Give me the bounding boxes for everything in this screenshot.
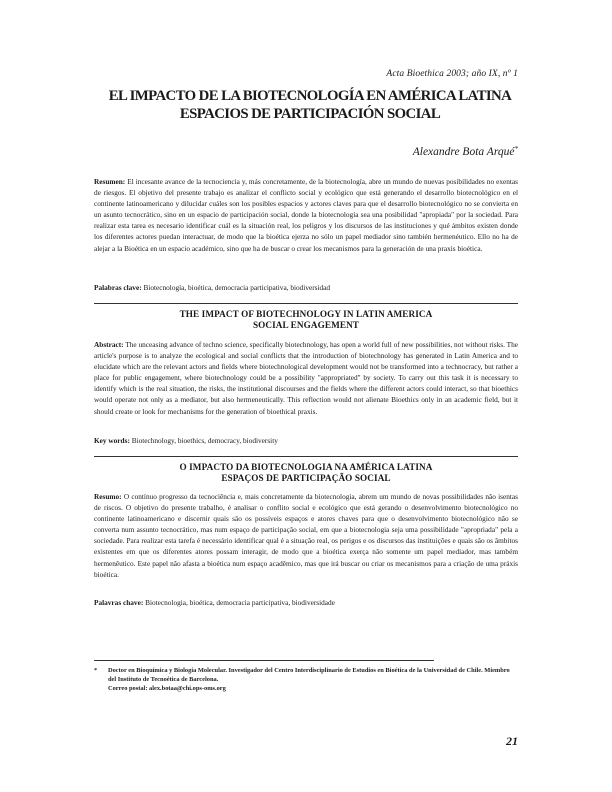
keywords-pt-label: Palavras chave:	[94, 598, 144, 607]
footnote	[94, 667, 518, 694]
keywords-en-text: Biotechnology, bioethics, democracy, biodiversity	[129, 436, 278, 445]
footnote-email[interactable]: Correo postal: alex.botaa@chi.ops-oms.org	[108, 684, 226, 692]
article-title-es	[90, 87, 530, 123]
section-divider-pt	[94, 456, 518, 457]
footnote-rule	[94, 660, 434, 661]
keywords-es	[94, 283, 518, 293]
footnote-affiliation: Doctor en Bioquímica y Biología Molecular. Investigador del Centro Interdisciplinario de Estudios en Bioética de la Universidad de Chile. Miembro del Instituto de Tecnoética de Barcelona.	[108, 667, 510, 683]
keywords-en-label: Key words:	[94, 436, 130, 445]
abstract-pt	[94, 491, 518, 580]
title-pt	[94, 462, 518, 484]
page-number: 21	[506, 734, 518, 748]
footnote-mark: *	[94, 667, 98, 674]
keywords-es-label: Palabras clave:	[94, 283, 142, 292]
keywords-pt-text: Biotecnologia, bioética, democracia participativa, biodiversidade	[143, 598, 335, 607]
title-es-line-2: ESPACIOS DE PARTICIPACIÓN SOCIAL	[179, 106, 441, 122]
section-divider-en	[94, 303, 518, 304]
author-name	[413, 146, 518, 158]
abstract-en-text: The unceasing advance of techno science, specifically biotechnology, has open a world full of new possibilities, not without risks. The article's purpose is to analyze the ecological and social conflicts that the introduction of biotechnology has generated in Latin America and to elucidate which are the relevant actors and fields where biotechnological development would not be transformed into a technocracy, but rather a place for public engagement, where biotechnology could be a possibility "appropriated" by society. To carry out this task it is necessary to identify which is the real situation, the risks, the institutional discourses and the fields where the different actors could interact, so that bioethics would operate not only as a mediator, but also hermeneutically. This reflection would not alienate Bioethics only in an academic field, but it should create or look for mechanisms for the generation of bioethical praxis.	[94, 340, 518, 416]
title-pt-line-1: O IMPACTO DA BIOTECNOLOGIA NA AMÉRICA LATINA	[179, 462, 433, 472]
title-es-line-1: EL IMPACTO DE LA BIOTECNOLOGÍA EN AMÉRICA LATINA	[108, 88, 512, 104]
abstract-es-label: Resumen:	[94, 177, 126, 186]
abstract-pt-label: Resumo:	[94, 492, 122, 501]
title-pt-line-2: ESPAÇOS DE PARTICIPAÇÃO SOCIAL	[221, 473, 391, 484]
keywords-en	[94, 436, 518, 446]
title-en-line-2: SOCIAL ENGAGEMENT	[252, 320, 360, 331]
title-en-line-1: THE IMPACT OF BIOTECHNOLOGY IN LATIN AMERICA	[179, 309, 433, 319]
abstract-en-label: Abstract:	[94, 340, 124, 349]
abstract-en	[94, 339, 518, 417]
keywords-es-text: Biotecnología, bioética, democracia participativa, biodiversidad	[141, 283, 331, 292]
running-head: Acta Bioethica 2003; año IX, nº 1	[386, 69, 518, 79]
title-en	[94, 309, 518, 331]
author-footnote-mark: *	[514, 145, 518, 153]
author-name-text: Alexandre Bota Arqué	[412, 146, 515, 158]
abstract-pt-text: O contínuo progresso da tecnociência e, mais concretamente da biotecnologia, abrem um mundo de novas possibilidades não isentas de riscos. O objetivo do presente trabalho, é analisar o conflito social e ecológico que está gerando o desenvolvimento biotecnológico no continente latinoamericano e discernir quais são os possíveis espaços e atores chaves para que o desenvolvimento biotecnológico não se converta num assunto tecnocrático, mas num espaço de participação social, em que a biotecnologia seja uma possibilidade "apropriada" pela a sociedade. Para realizar esta tarefa é necessário identificar qual é a situação real, os perigos e os discursos das instituições e quais são os âmbitos existentes em que os diferentes atores possam interagir, de modo que a bioética exerça não somente um papel mediador, mas também hermenêutico. Este papel não afasta a bioética num espaço acadêmico, mas que irá buscar ou criar os mecanismos para a criação de uma práxis bioética.	[94, 492, 518, 579]
abstract-es-text: El incesante avance de la tecnociencia y, más concretamente, de la biotecnología, abre un mundo de nuevas posibilidades no exentas de riesgos. El objetivo del presente trabajo es analizar el conflicto social y ecológico que está generando el desarrollo biotecnológico en el continente latinoamericano y dilucidar cuáles son los posibles espacios y actores claves para que el desarrollo biotecnológico no se convierta en un asunto tecnocrático, sino en un espacio de participación social, donde la biotecnología sea una posibilidad "apropiada" por la sociedad. Para realizar esta tarea es necesario identificar cuál es la situación real, los peligros y los discursos de las instituciones y qué ámbitos existen donde los diferentes actores puedan interactuar, de modo que la bioética ejerza no sólo un papel mediador sino también hermenéutico. Ello no ha de alejar a la Bioética en un espacio académico, sino que ha de buscar o crear los mecanismos para la generación de una praxis bioética.	[94, 177, 518, 253]
abstract-es	[94, 176, 518, 254]
keywords-pt	[94, 598, 518, 608]
